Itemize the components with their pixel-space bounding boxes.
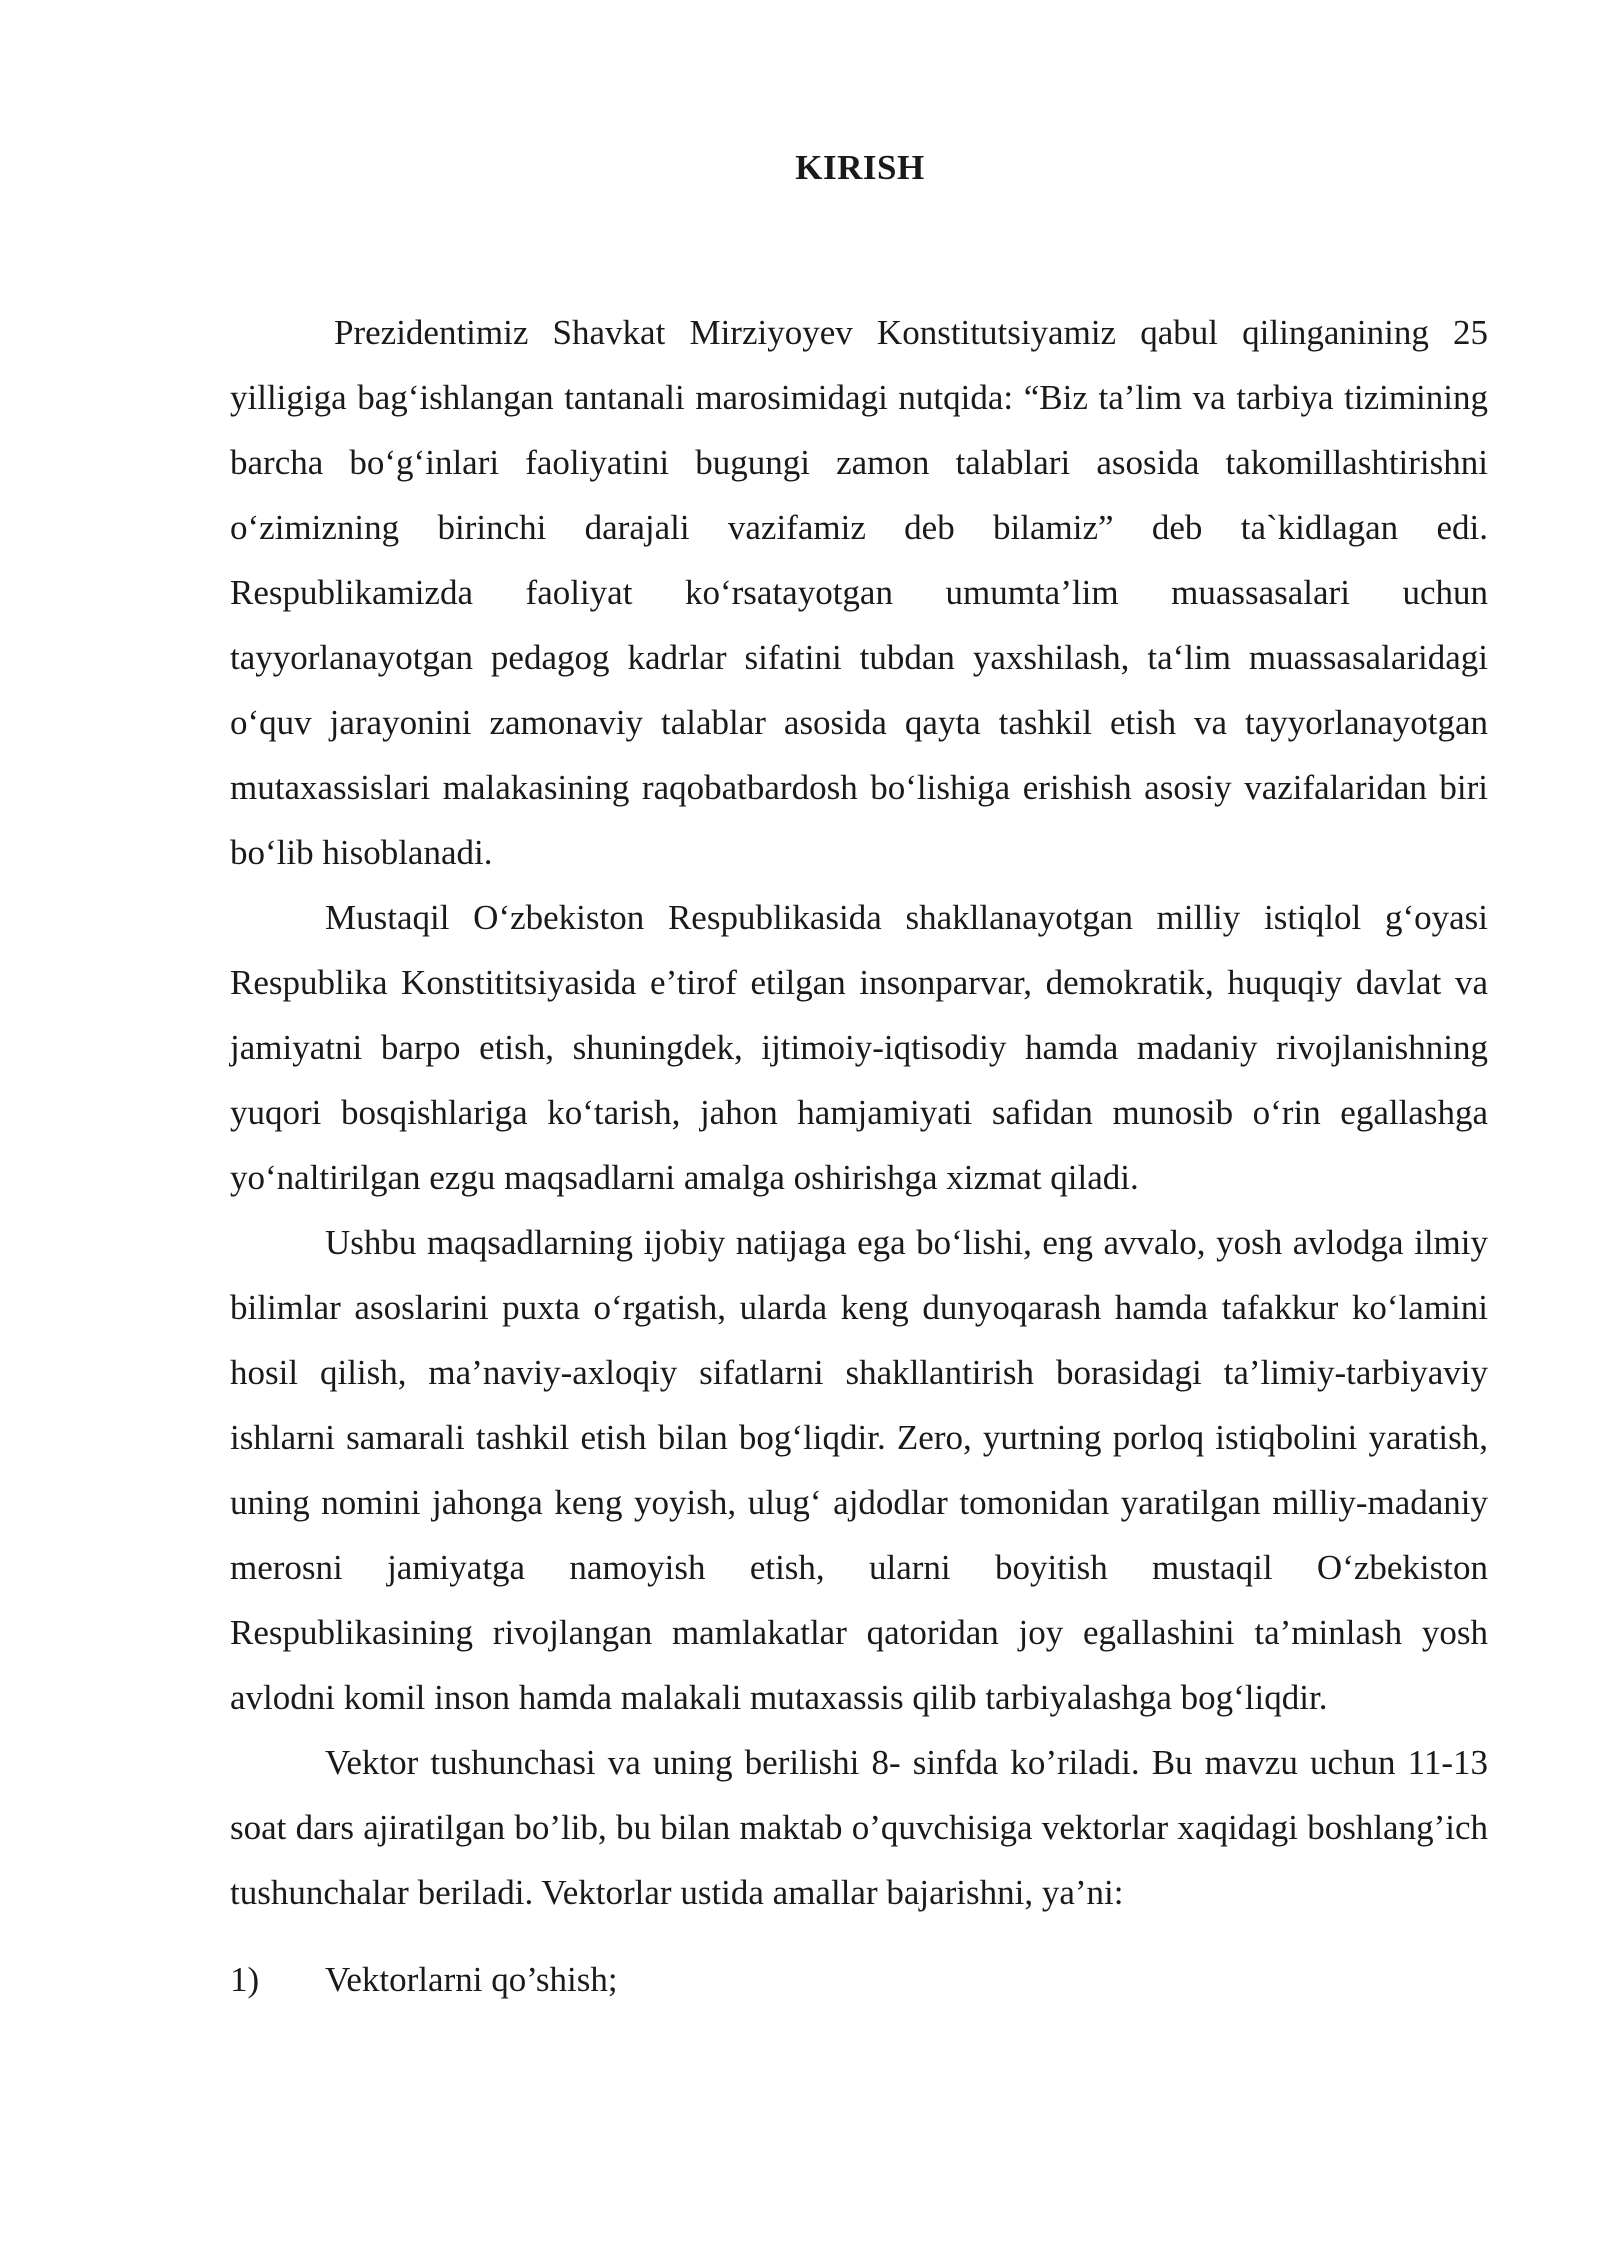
paragraph-independence: Mustaqil O‘zbekiston Respublikasida shakllanayotgan milliy istiqlol g‘oyasi Respublika Konstititsiyasida e’tirof etilgan insonparvar, demokratik, huquqiy davlat va jamiyatni barpo etish, shuningdek, ijtimoiy-iqtisodiy hamda madaniy rivojlanishning yuqori bosqishlariga ko‘tarish, jahon hamjamiyati safidan munosib o‘rin egallashga yo‘naltirilgan ezgu maqsadlarni amalga oshirishga xizmat qiladi. — [230, 898, 1488, 1197]
document-body — [230, 300, 1488, 2012]
paragraph-intro: Prezidentimiz Shavkat Mirziyoyev Konstitutsiyamiz qabul qilinganining 25 yilligiga bag‘ishlangan tantanali marosimidagi nutqida: “Biz ta’lim va tarbiya tizimining barcha bo‘g‘inlari faoliyatini bugungi zamon talablari asosida takomillashtirishni o‘zimizning birinchi darajali vazifamiz deb bilamiz” deb ta`kidlagan edi. Respublikamizda faoliyat ko‘rsatayotgan umumta’lim muassasalari uchun tayyorlanayotgan pedagog kadrlar sifatini tubdan yaxshilash, ta‘lim muassasalaridagi o‘quv jarayonini zamonaviy talablar asosida qayta tashkil etish va tayyorlanayotgan mutaxassislari malakasining raqobatbardosh bo‘lishiga erishish asosiy vazifalaridan biri bo‘lib hisoblanadi. — [230, 313, 1488, 872]
paragraph-goals: Ushbu maqsadlarning ijobiy natijaga ega bo‘lishi, eng avvalo, yosh avlodga ilmiy bilimlar asoslarini puxta o‘rgatish, ularda keng dunyoqarash hamda tafakkur ko‘lamini hosil qilish, ma’naviy-axloqiy sifatlarni shakllantirish borasidagi ta’limiy-tarbiyaviy ishlarni samarali tashkil etish bilan bog‘liqdir. Zero, yurtning porloq istiqbolini yaratish, uning nomini jahonga keng yoyish, ulug‘ ajdodlar tomonidan yaratilgan milliy-madaniy merosni jamiyatga namoyish etish, ularni boyitish mustaqil O‘zbekiston Respublikasining rivojlangan mamlakatlar qatoridan joy egallashini ta’minlash yosh avlodni komil inson hamda malakali mutaxassis qilib tarbiyalashga bog‘liqdir. — [230, 1223, 1488, 1717]
list-item-text: Vektorlarni qo’shish; — [325, 1960, 618, 1999]
list-item — [230, 1947, 1488, 2012]
page-title: KIRISH — [795, 148, 925, 187]
paragraph-vector: Vektor tushunchasi va uning berilishi 8- sinfda ko’riladi. Bu mavzu uchun 11-13 soat dars ajiratilgan bo’lib, bu bilan maktab o’quvchisiga vektorlar xaqidagi boshlang’ich tushunchalar beriladi. Vektorlar ustida amallar bajarishni, ya’ni: — [230, 1743, 1488, 1912]
list-item-number: 1) — [230, 1960, 260, 1999]
